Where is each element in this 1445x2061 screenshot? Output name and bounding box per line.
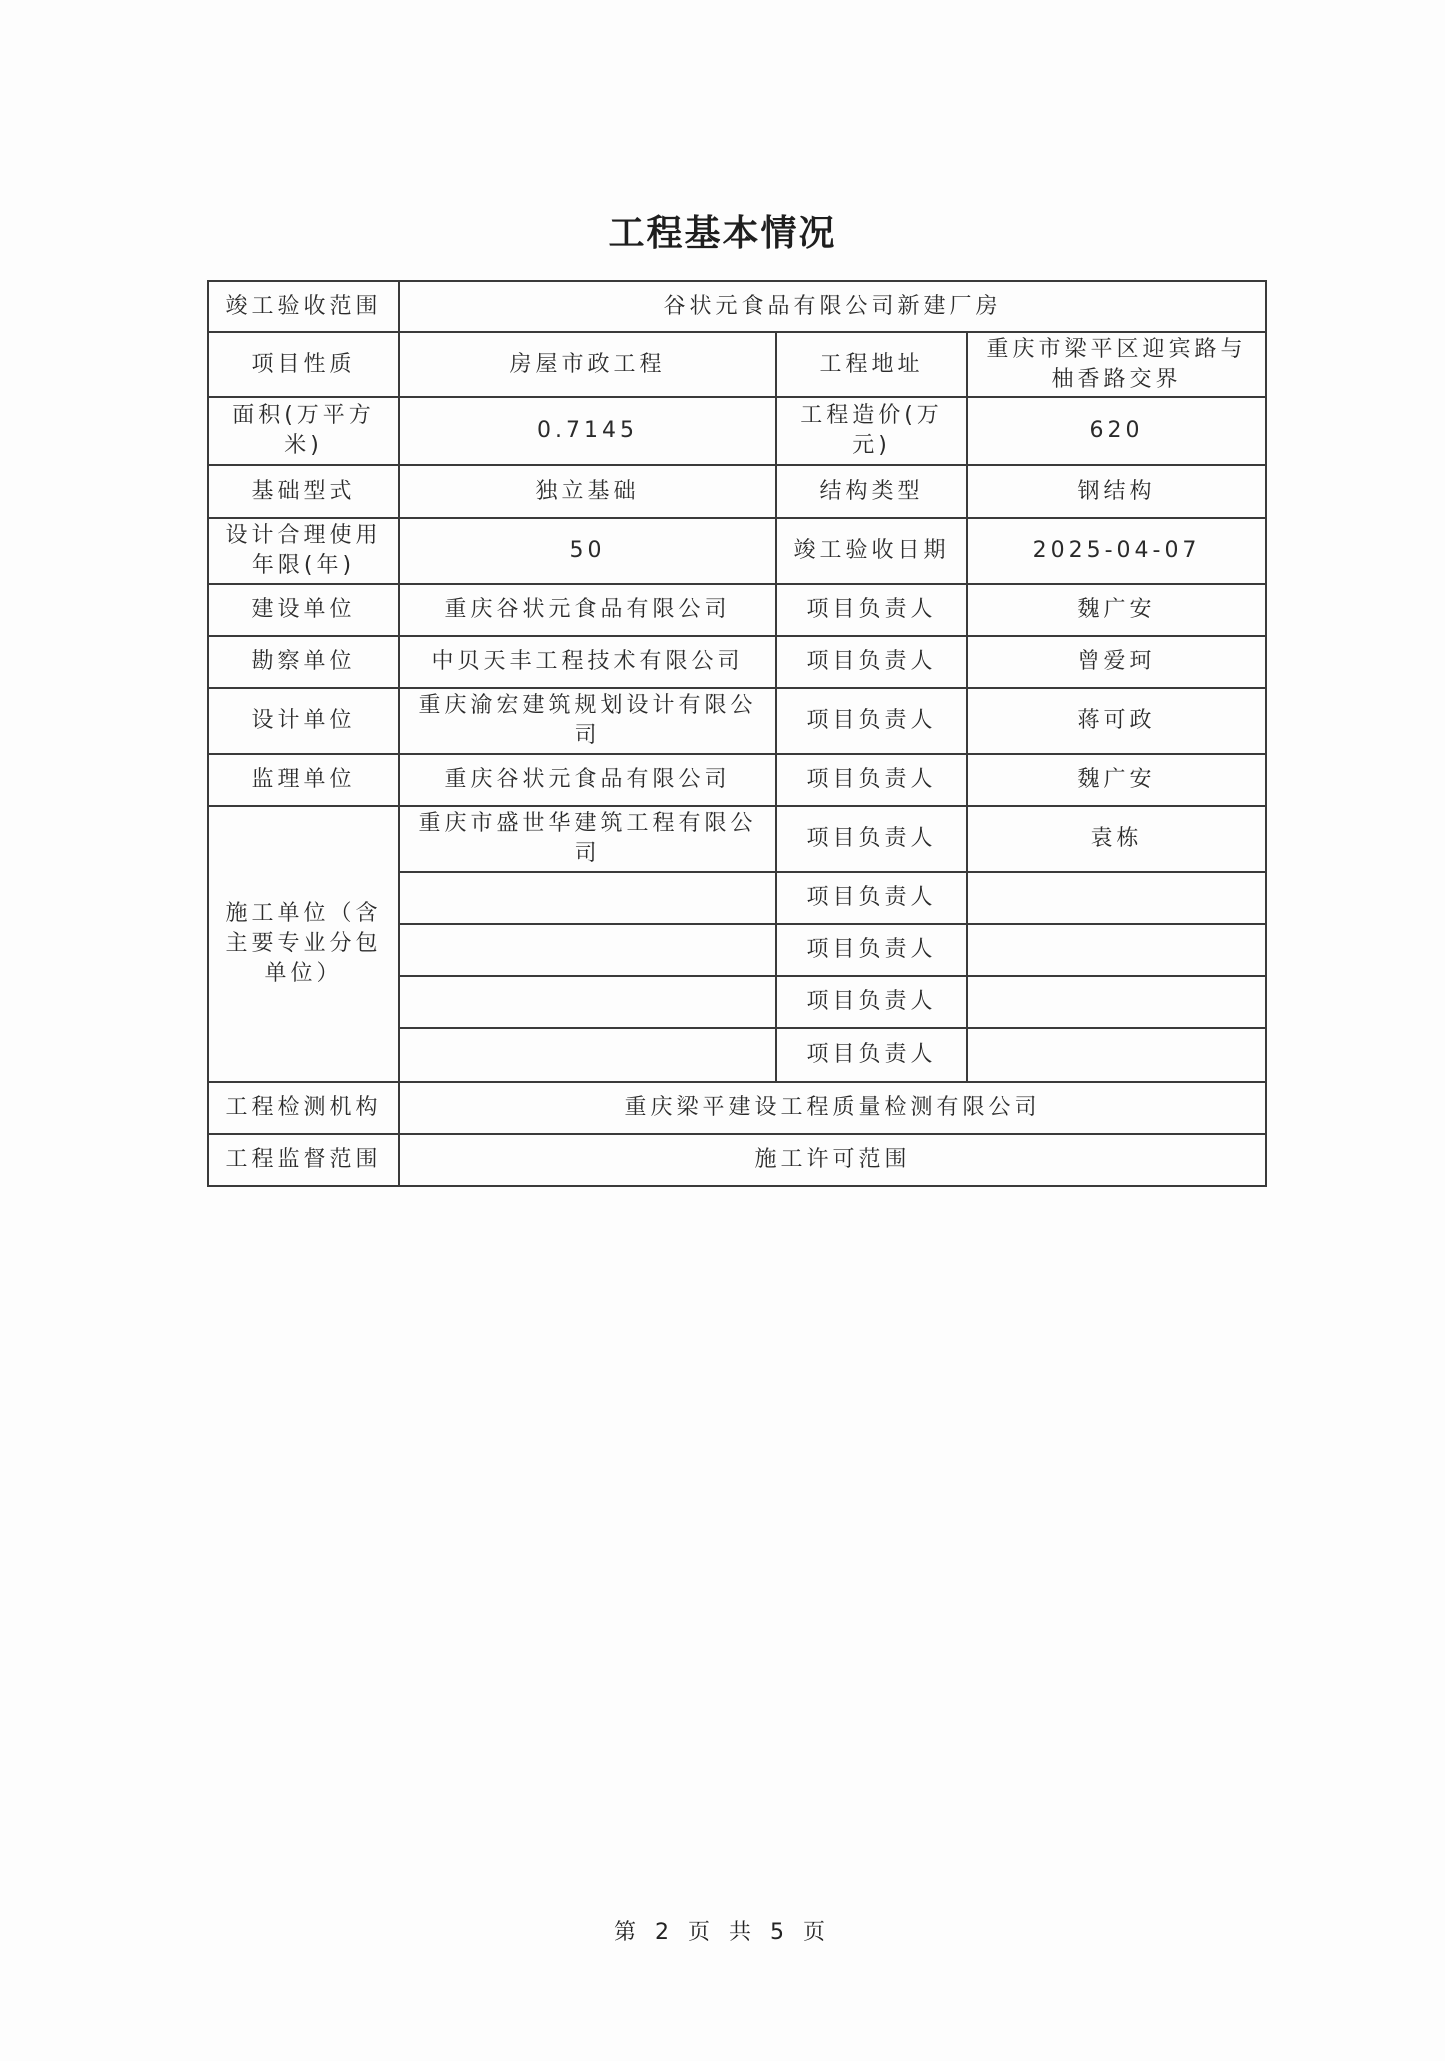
label-design-life: 设计合理使用年限(年) bbox=[208, 518, 399, 584]
construction-name bbox=[399, 924, 776, 976]
row-unit bbox=[208, 584, 1266, 636]
construction-role: 项目负责人 bbox=[776, 1028, 967, 1082]
construction-person bbox=[967, 1028, 1266, 1082]
unit-name: 重庆渝宏建筑规划设计有限公司 bbox=[399, 688, 776, 754]
row-unit bbox=[208, 754, 1266, 806]
row-unit bbox=[208, 636, 1266, 688]
value-area: 0.7145 bbox=[399, 397, 776, 465]
label-supervision-scope: 工程监督范围 bbox=[208, 1134, 399, 1186]
unit-name: 重庆谷状元食品有限公司 bbox=[399, 584, 776, 636]
construction-name bbox=[399, 976, 776, 1028]
value-acceptance-date: 2025-04-07 bbox=[967, 518, 1266, 584]
label-acceptance-date: 竣工验收日期 bbox=[776, 518, 967, 584]
unit-person: 魏广安 bbox=[967, 584, 1266, 636]
label-acceptance-scope: 竣工验收范围 bbox=[208, 281, 399, 332]
row-acceptance-scope bbox=[208, 281, 1266, 332]
unit-person: 曾爱珂 bbox=[967, 636, 1266, 688]
label-area: 面积(万平方米) bbox=[208, 397, 399, 465]
row-project-nature bbox=[208, 332, 1266, 397]
unit-person: 魏广安 bbox=[967, 754, 1266, 806]
label-project-address: 工程地址 bbox=[776, 332, 967, 397]
value-structure-type: 钢结构 bbox=[967, 465, 1266, 518]
unit-role: 项目负责人 bbox=[776, 754, 967, 806]
construction-role: 项目负责人 bbox=[776, 976, 967, 1028]
value-acceptance-scope: 谷状元食品有限公司新建厂房 bbox=[399, 281, 1266, 332]
label-project-nature: 项目性质 bbox=[208, 332, 399, 397]
construction-name bbox=[399, 1028, 776, 1082]
row-foundation bbox=[208, 465, 1266, 518]
unit-person: 蒋可政 bbox=[967, 688, 1266, 754]
value-project-nature: 房屋市政工程 bbox=[399, 332, 776, 397]
label-foundation-type: 基础型式 bbox=[208, 465, 399, 518]
row-design-life bbox=[208, 518, 1266, 584]
label-testing-agency: 工程检测机构 bbox=[208, 1082, 399, 1134]
value-cost: 620 bbox=[967, 397, 1266, 465]
value-supervision-scope: 施工许可范围 bbox=[399, 1134, 1266, 1186]
construction-person bbox=[967, 924, 1266, 976]
row-area bbox=[208, 397, 1266, 465]
label-cost: 工程造价(万元) bbox=[776, 397, 967, 465]
construction-person: 袁栋 bbox=[967, 806, 1266, 872]
unit-name: 中贝天丰工程技术有限公司 bbox=[399, 636, 776, 688]
label-structure-type: 结构类型 bbox=[776, 465, 967, 518]
construction-role: 项目负责人 bbox=[776, 924, 967, 976]
value-testing-agency: 重庆梁平建设工程质量检测有限公司 bbox=[399, 1082, 1266, 1134]
unit-role: 项目负责人 bbox=[776, 636, 967, 688]
value-design-life: 50 bbox=[399, 518, 776, 584]
unit-role: 项目负责人 bbox=[776, 584, 967, 636]
unit-label: 监理单位 bbox=[208, 754, 399, 806]
construction-name: 重庆市盛世华建筑工程有限公司 bbox=[399, 806, 776, 872]
row-unit bbox=[208, 688, 1266, 754]
construction-person bbox=[967, 976, 1266, 1028]
row-supervision-scope bbox=[208, 1134, 1266, 1186]
construction-role: 项目负责人 bbox=[776, 872, 967, 924]
page-title: 工程基本情况 bbox=[608, 213, 837, 254]
page-number: 第 2 页 共 5 页 bbox=[614, 1920, 831, 1945]
unit-name: 重庆谷状元食品有限公司 bbox=[399, 754, 776, 806]
construction-role: 项目负责人 bbox=[776, 806, 967, 872]
project-info-table bbox=[207, 280, 1267, 1187]
unit-label: 建设单位 bbox=[208, 584, 399, 636]
construction-name bbox=[399, 872, 776, 924]
unit-label: 勘察单位 bbox=[208, 636, 399, 688]
value-foundation-type: 独立基础 bbox=[399, 465, 776, 518]
unit-role: 项目负责人 bbox=[776, 688, 967, 754]
value-project-address: 重庆市梁平区迎宾路与柚香路交界 bbox=[967, 332, 1266, 397]
construction-person bbox=[967, 872, 1266, 924]
row-construction bbox=[208, 806, 1266, 872]
row-testing-agency bbox=[208, 1082, 1266, 1134]
label-construction-unit: 施工单位（含主要专业分包单位） bbox=[208, 806, 399, 1082]
unit-label: 设计单位 bbox=[208, 688, 399, 754]
